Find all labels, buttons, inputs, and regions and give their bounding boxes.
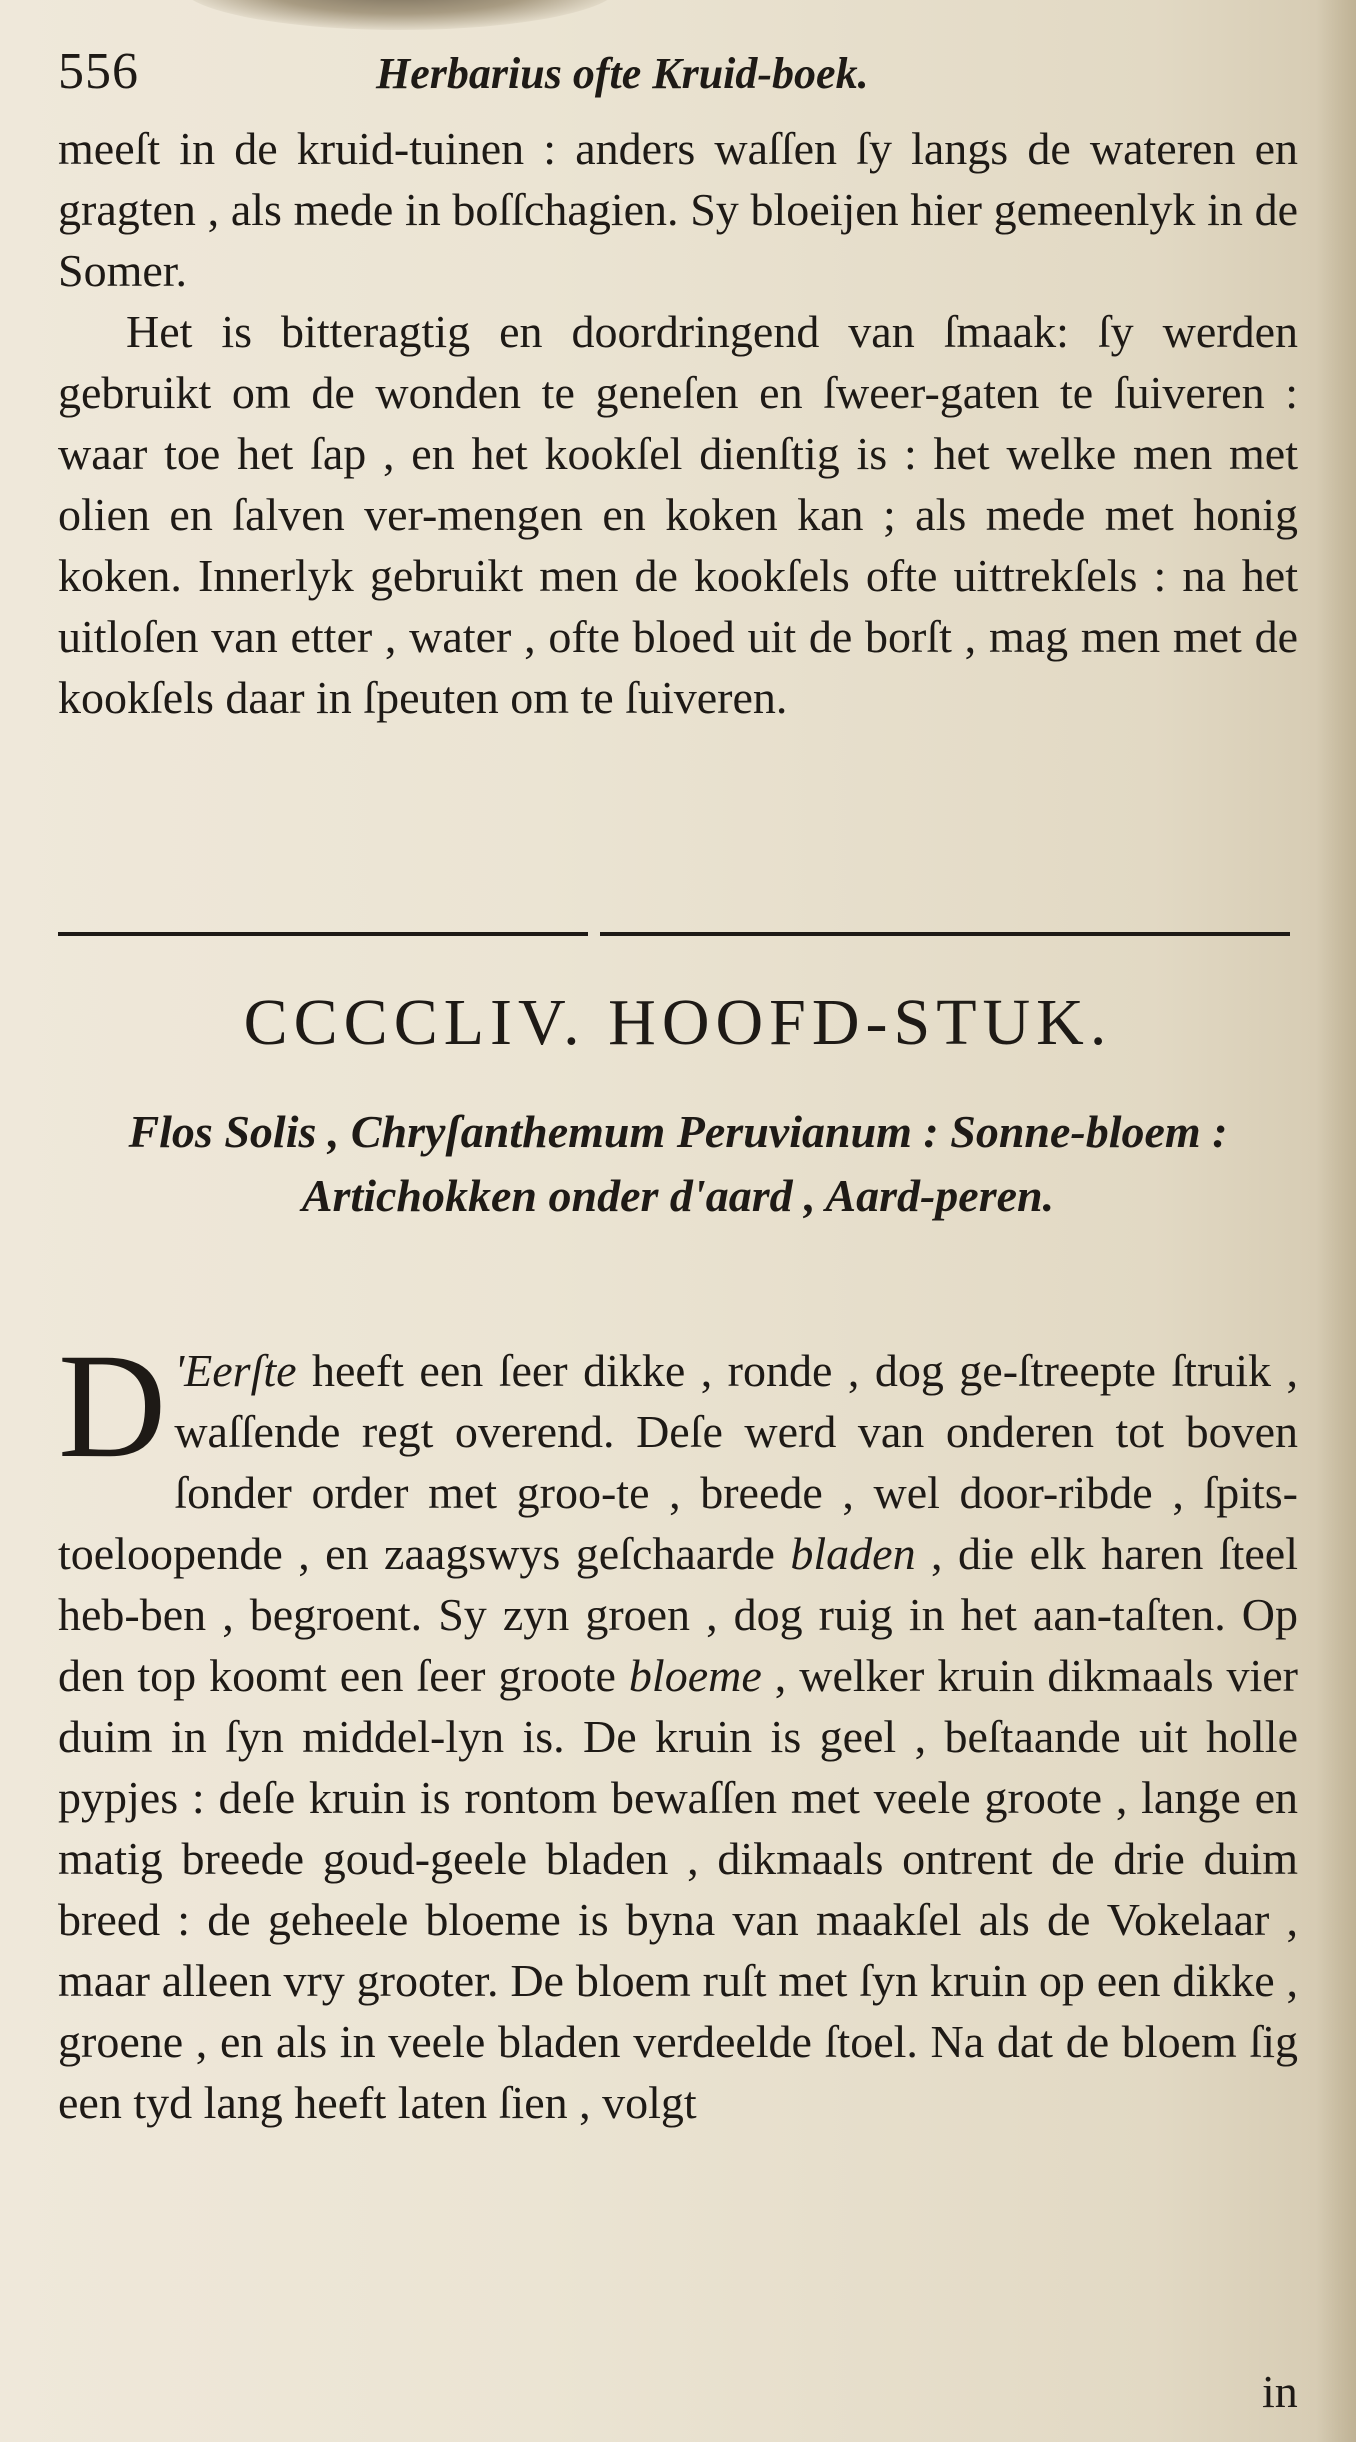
- page-shadow: [180, 0, 620, 30]
- italic-bloeme: bloeme: [628, 1650, 762, 1701]
- catchword: in: [1262, 2366, 1298, 2417]
- chapter-text: [58, 1323, 1299, 2133]
- page-edge-shade: [1316, 0, 1356, 2442]
- paragraph-2: Het is bitteragtig en doordringend van ſmaak: ſy werden gebruikt om de wonden te geneſen en ſweer-gaten te ſuiveren : waar toe het ſap , en het kookſel dienſtig is : het welke men met olien en ſalven ver-mengen en koken kan ; als mede met honig koken. Innerlyk gebruikt men de kookſels ofte uittrekſels : na het uitloſen van etter , water , ofte bloed uit de borſt , mag men met de kookſels daar in ſpeuten om te ſuiveren.: [58, 306, 1298, 723]
- page-number: 556: [58, 43, 139, 100]
- running-title: Herbarius ofte Kruid-boek.: [376, 49, 869, 98]
- paragraph-1: meeſt in de kruid-tuinen : anders waſſen ſy langs de wateren en gragten , als mede in boſſchagien. Sy bloeijen hier gemeenlyk in de Somer.: [58, 123, 1298, 296]
- divider-rule-left: [58, 932, 588, 936]
- text-segment-2: , die elk haren ſteel heb-ben , begroent. Sy zyn groen , dog ruig in het aan-taſten. Op den top koomt een ſeer groote: [58, 1528, 1298, 1701]
- drop-cap: D: [58, 1323, 167, 1489]
- chapter-title: CCCCLIV. HOOFD-STUK.: [243, 986, 1113, 1059]
- chapter-paragraph: [58, 1323, 1299, 2133]
- intro-italic: 'Eerſte: [174, 1345, 297, 1396]
- divider-rule-right: [600, 932, 1290, 936]
- continued-text: [58, 118, 1298, 728]
- italic-bladen: bladen: [790, 1528, 916, 1579]
- text-segment-1: heeft een ſeer dikke , ronde , dog ge-ſtreepte ſtruik , waſſende regt overend. Deſe werd van onderen tot boven ſonder order met groo-te , breede , wel door-ribde , ſpits-toeloopende , en zaagswys geſchaarde: [58, 1345, 1298, 1579]
- chapter-subtitle: Flos Solis , Chryſanthemum Peruvianum : Sonne-bloem : Artichokken onder d'aard , Aard-peren.: [128, 1106, 1228, 1221]
- text-segment-3: , welker kruin dikmaals vier duim in ſyn middel-lyn is. De kruin is geel , beſtaande uit holle pypjes : deſe kruin is rontom bewaſſen met veele groote , lange en matig breede goud-geele bladen , dikmaals ontrent de drie duim breed : de geheele bloeme is byna van maakſel als de Vokelaar , maar alleen vry grooter. De bloem ruſt met ſyn kruin op een dikke , groene , en als in veele bladen verdeelde ſtoel. Na dat de bloem ſig een tyd lang heeft laten ſien , volgt: [58, 1650, 1299, 2128]
- page-header: [58, 42, 1318, 122]
